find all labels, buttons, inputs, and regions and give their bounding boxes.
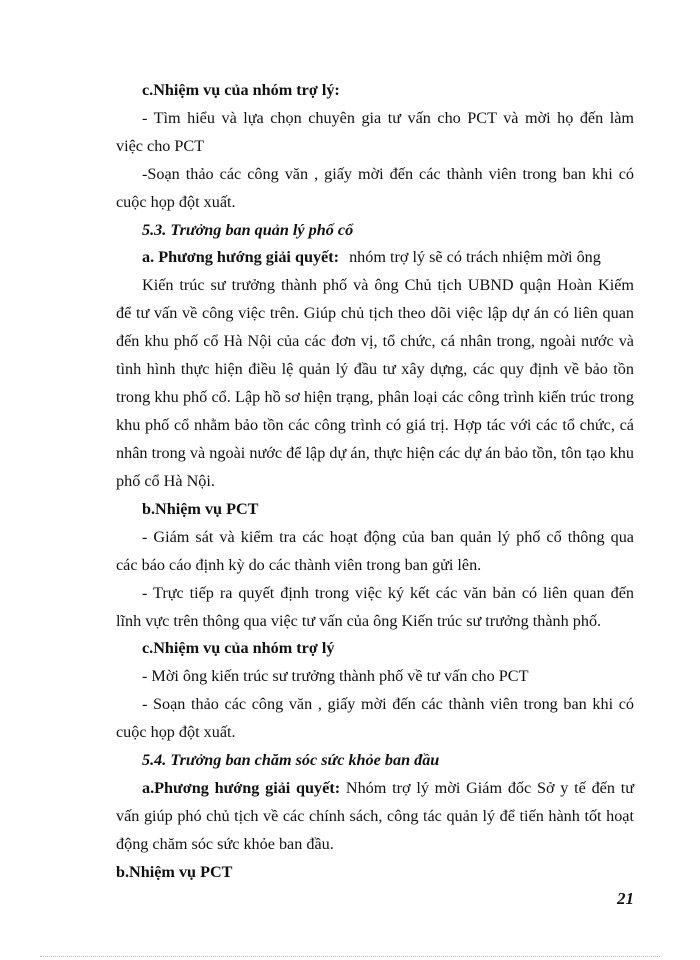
paragraph-line: cuộc họp đột xuất.: [116, 193, 236, 211]
paragraph-line: động chăm sóc sức khỏe ban đầu.: [116, 835, 334, 853]
section-heading-5-4: 5.4. Trưởng ban chăm sóc sức khỏe ban đầu: [142, 751, 440, 769]
paragraph-line: vấn giúp phó chủ tịch về các chính sách, công tác quản lý để tiến hành tốt hoạt: [116, 807, 634, 825]
paragraph-line: các báo cáo định kỳ do các thành viên trong ban gửi lên.: [116, 556, 482, 574]
inline-text: Nhóm trợ lý mời Giám đốc Sở y tế đến tư: [345, 779, 634, 797]
subheading-tasks-pct: b.Nhiệm vụ PCT: [116, 863, 233, 881]
subheading-tasks-assistant-group: c.Nhiệm vụ của nhóm trợ lý: [142, 639, 335, 657]
page-bottom-border: [40, 956, 660, 957]
inline-heading: a.Phương hướng giải quyết:: [142, 779, 341, 797]
paragraph-line: để tư vấn về công việc trên. Giúp chủ tịch theo dõi việc lập dự án có liên quan: [116, 304, 634, 322]
paragraph-line: trong khu phố cổ. Lập hồ sơ hiện trạng, phân loại các công trình kiến trúc trong: [116, 388, 634, 406]
paragraph-line: khu phố cổ nhằm bảo tồn các công trình có giá trị. Hợp tác với các tổ chức, cá: [116, 416, 634, 434]
section-heading-5-3: 5.3. Trưởng ban quản lý phố cổ: [142, 221, 354, 239]
subheading-tasks-pct: b.Nhiệm vụ PCT: [142, 500, 259, 518]
paragraph-line: lĩnh vực trên thông qua việc tư vấn của ông Kiến trúc sư trưởng thành phố.: [116, 612, 602, 630]
paragraph-line: tình hình thực hiện điều lệ quản lý đầu tư xây dựng, các quy định về bảo tồn: [116, 360, 634, 378]
paragraph-line: - Trực tiếp ra quyết định trong việc ký kết các văn bản có liên quan đến: [142, 584, 634, 602]
paragraph-line: - Mời ông kiến trúc sư trưởng thành phố về tư vấn cho PCT: [142, 667, 529, 685]
paragraph-line: đến khu phố cổ Hà Nội của các đơn vị, tổ chức, cá nhân trong, ngoài nước và: [116, 332, 634, 350]
paragraph-line: - Tìm hiểu và lựa chọn chuyên gia tư vấn cho PCT và mời họ đến làm: [142, 109, 634, 127]
paragraph-line: Kiến trúc sư trưởng thành phố và ông Chủ tịch UBND quận Hoàn Kiếm: [142, 276, 634, 294]
paragraph-line: - Soạn thảo các công văn , giấy mời đến các thành viên trong ban khi có: [142, 695, 634, 713]
paragraph-line: - Giám sát và kiểm tra các hoạt động của ban quản lý phố cổ thông qua: [142, 528, 634, 546]
paragraph-line: việc cho PCT: [116, 137, 205, 155]
paragraph-line: phố cổ Hà Nội.: [116, 472, 215, 490]
inline-text: nhóm trợ lý sẽ có trách nhiệm mời ông: [349, 248, 601, 266]
paragraph-line: cuộc họp đột xuất.: [116, 723, 236, 741]
inline-heading: a. Phương hướng giải quyết:: [142, 248, 340, 266]
paragraph-line: [142, 777, 634, 799]
paragraph-line: -Soạn thảo các công văn , giấy mời đến các thành viên trong ban khi có: [142, 165, 634, 183]
subheading-tasks-assistant-group: c.Nhiệm vụ của nhóm trợ lý:: [142, 81, 340, 99]
paragraph-line: nhân trong và ngoài nước để lập dự án, thực hiện các dự án bảo tồn, tôn tạo khu: [116, 444, 634, 462]
page-number: 21: [617, 889, 634, 908]
paragraph-line: [142, 246, 634, 268]
